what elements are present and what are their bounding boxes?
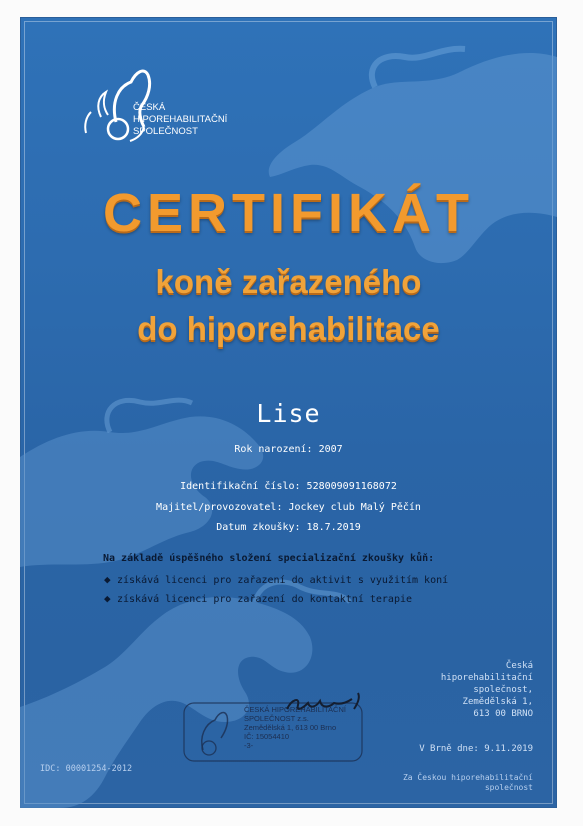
organization-name-line1: ČESKÁ xyxy=(133,102,166,113)
on-behalf-of-line: společnost xyxy=(484,783,533,792)
stamp-line: -3- xyxy=(244,741,254,750)
stamp-line: ČESKÁ HIPOREHABILITAČNÍ xyxy=(244,705,346,714)
organization-name-line3: SPOLEČNOST xyxy=(133,126,198,137)
result-basis: Na základě úspěšného složení specializační zkoušky kůň: xyxy=(103,553,435,564)
certificate-subtitle-line2: do hiporehabilitace xyxy=(137,310,440,347)
organization-name xyxy=(133,102,227,138)
on-behalf-of-line: Za Českou hiporehabilitační xyxy=(402,773,533,782)
idc-number: IDC: 00001254-2012 xyxy=(40,764,133,774)
stamp-line: SPOLEČNOST z.s. xyxy=(244,714,309,723)
organization-address xyxy=(393,660,533,720)
owner: Majitel/provozovatel: Jockey club Malý Pěčín xyxy=(156,502,421,513)
stamp-line: Zemědělská 1, 613 00 Brno xyxy=(244,723,337,732)
stamp-line: IČ: 15054410 xyxy=(244,732,290,741)
certificate xyxy=(20,17,557,808)
place-and-date: V Brně dne: 9.11.2019 xyxy=(419,744,533,754)
identification-number: Identifikační číslo: 528009091168072 xyxy=(180,481,397,492)
address-line: Zemědělská 1, xyxy=(462,697,533,707)
address-line: Česká xyxy=(505,661,533,671)
certificate-subtitle-line1: koně zařazeného xyxy=(155,263,422,300)
address-line: 613 00 BRNO xyxy=(473,709,533,719)
on-behalf-of xyxy=(393,773,533,793)
license-item-text: získává licenci pro zařazení do aktivit s využitím koní xyxy=(117,575,449,586)
exam-date: Datum zkoušky: 18.7.2019 xyxy=(216,522,361,533)
license-item xyxy=(104,592,412,605)
diamond-bullet-icon: ◆ xyxy=(104,592,111,605)
address-line: společnost, xyxy=(473,685,533,695)
certificate-title: CERTIFIKÁT xyxy=(103,183,474,243)
license-item xyxy=(104,573,448,586)
signature xyxy=(282,689,382,719)
license-item-text: získává licenci pro zařazení do kontaktní terapie xyxy=(117,594,413,605)
organization-name-line2: HIPOREHABILITAČNÍ xyxy=(133,114,228,125)
birth-year: Rok narození: 2007 xyxy=(234,444,343,455)
diamond-bullet-icon: ◆ xyxy=(104,573,111,586)
address-line: hiporehabilitační xyxy=(440,673,533,683)
horse-name: Lise xyxy=(256,399,321,428)
